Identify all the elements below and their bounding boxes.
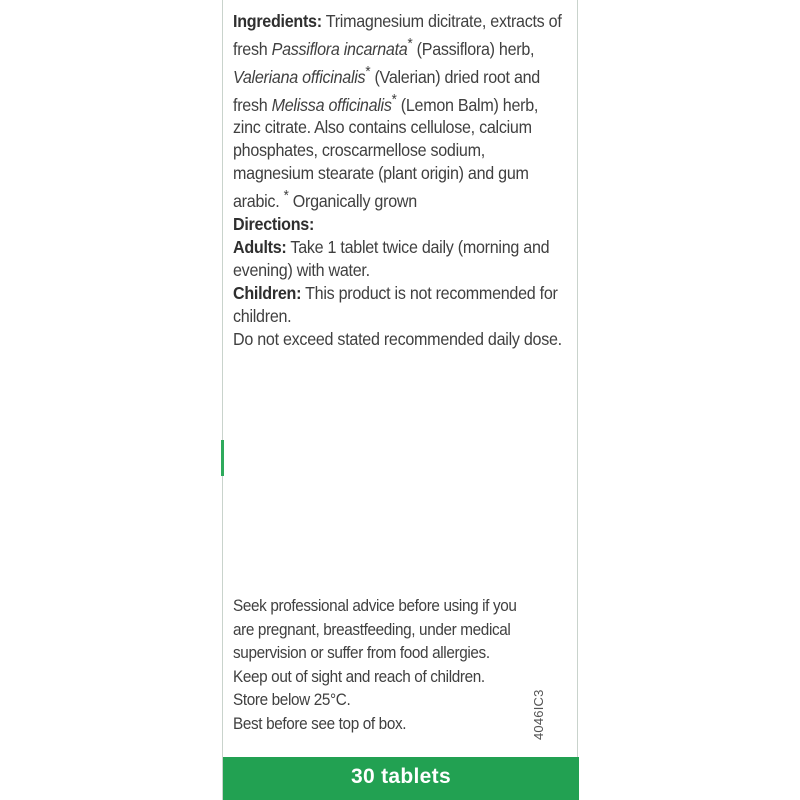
directions-heading-text: Directions: <box>233 214 315 235</box>
adults-directions <box>233 236 564 282</box>
ingredients-text: (Passiflora) herb, <box>412 38 535 59</box>
children-directions <box>233 282 564 328</box>
warnings-block <box>233 594 571 735</box>
ingredients-paragraph <box>233 10 564 213</box>
directions-heading <box>233 213 564 236</box>
warning-line: Seek professional advice before using if you <box>233 596 517 615</box>
edge-accent <box>221 440 224 476</box>
tablet-count-banner: 30 tablets <box>223 757 579 800</box>
organic-mark: * <box>391 91 397 108</box>
ingredient-melissa: Melissa officinalis <box>271 94 392 115</box>
children-label: Children: <box>233 283 302 304</box>
organic-mark: * <box>407 36 413 52</box>
ingredients-text: (Valerian) dried root and fresh <box>233 66 540 115</box>
ingredient-valeriana: Valeriana officinalis <box>233 66 366 87</box>
children-text: This product is not recommended for children. <box>233 283 558 327</box>
ingredients-text: Trimagnesium dicitrate, extracts of fresh <box>233 11 562 59</box>
dose-warning: Do not exceed stated recommended daily dose. <box>233 329 562 350</box>
warning-line: Best before see top of box. <box>233 713 407 733</box>
warning-line: supervision or suffer from food allergies. <box>233 643 490 662</box>
warning-line: are pregnant, breastfeeding, under medical <box>233 619 511 639</box>
organic-note: Organically grown <box>288 191 417 212</box>
ingredients-text: (Lemon Balm) herb, zinc citrate. Also contains cellulose, calcium phosphates, croscarmellose sodium, magnesium stearate (plant origin) and gum arabic. <box>233 94 539 212</box>
organic-mark: * <box>283 188 289 205</box>
organic-mark: * <box>365 63 371 80</box>
ingredient-passiflora: Passiflora incarnata <box>271 38 408 59</box>
warning-line: Store below 25°C. <box>233 690 351 709</box>
adults-label: Adults: <box>233 237 287 258</box>
product-code: 4046IC3 <box>531 689 546 740</box>
warning-line: Keep out of sight and reach of children. <box>233 666 485 686</box>
ingredients-label: Ingredients: <box>233 11 322 31</box>
label-content <box>233 10 564 351</box>
adults-text: Take 1 tablet twice daily (morning and evening) with water. <box>233 237 550 281</box>
label-panel <box>222 0 578 800</box>
